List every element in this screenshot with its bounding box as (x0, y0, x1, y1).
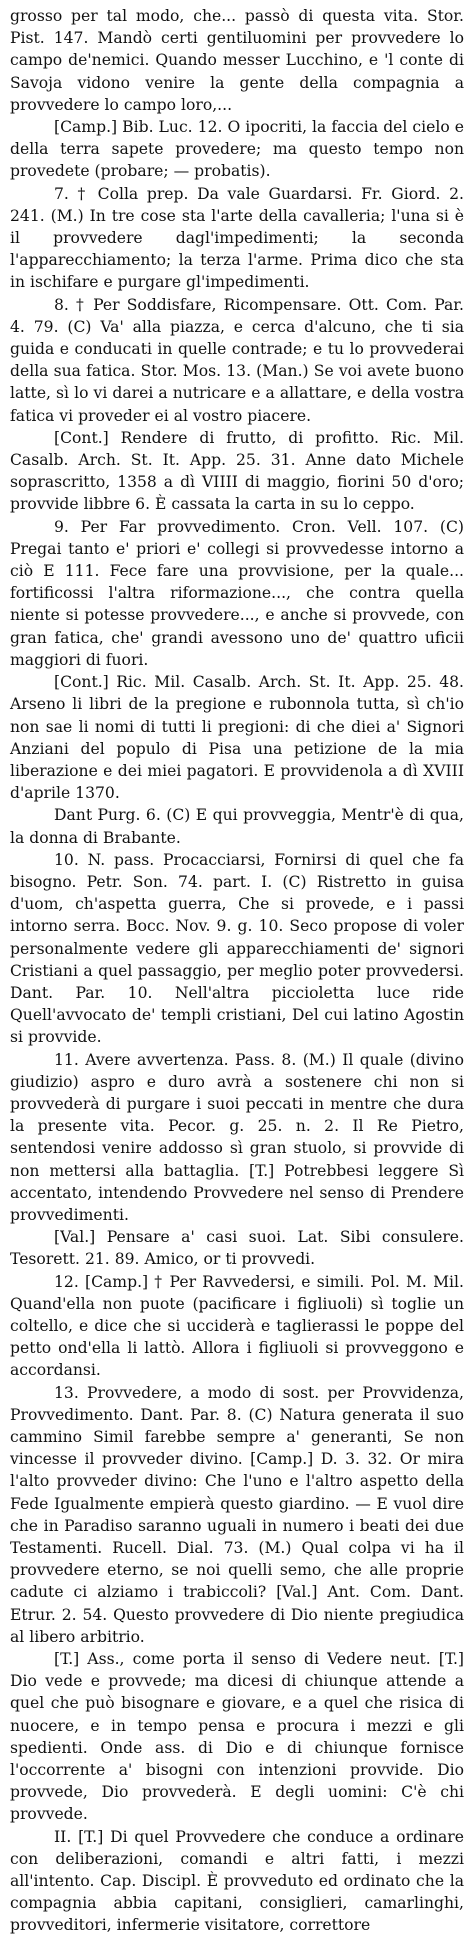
sense-13: 13. Provvedere, a modo di sost. per Provvidenza, Provvedimento. Dant. Par. 8. (C) Natura generata il suo cammino Simil farebbe sempre a' generanti, Se non vincesse il provveder divino. [Camp.] D. 3. 32. Or mira l'alto provveder divino: Che l'uno e l'altro aspetto della Fede Igualmente empierà questo giardino. — E vuol dire che in Paradiso saranno uguali in numero i beati dei due Testamenti. Rucell. Dial. 73. (M.) Qual colpa vi ha il provvedere eterno, se noi quelli semo, che alle proprie cadute ci alziamo i trabiccoli? [Val.] Ant. Com. Dant. Etrur. 2. 54. Questo provvedere di Dio niente pregiudica al libero arbitrio. (10, 1383, 464, 1646)
sense-9: 9. Per Far provvedimento. Cron. Vell. 107. (C) Pregai tanto e' priori e' collegi si provvedesse intorno a ciò E 111. Fece fare una provvisione, per la quale... fortificossi l'altra riformazione..., che contra quella niente si potesse provvedere..., e anche si provvede, con gran fatica, che' grandi avessono uno de' quattro uficii maggiori di fuori. (10, 517, 464, 669)
sense-8: 8. † Per Soddisfare, Ricompensare. Ott. Com. Par. 4. 79. (C) Va' alla piazza, e cerca d'alcuno, che ti sia guida e conducati in quelle contrade; e tu lo provvederai della sua fatica. Stor. Mos. 13. (Man.) Se voi avete buono latte, sì lo vi darei a nutricare e a allattare, e della vostra fatica vi proveder ei al vostro piacere. (10, 295, 464, 425)
citation-ric-mil-31: [Cont.] Rendere di frutto, di profitto. Ric. Mil. Casalb. Arch. St. It. App. 25. 31. Anne dato Michele soprascritto, 1358 a dì VIIII di maggio, fiorini 50 d'oro; provvide libbre 6. È cassata la carta in su lo ceppo. (10, 428, 464, 514)
absolute-use: [T.] Ass., come porta il senso di Vedere neut. [T.] Dio vede e provvede; ma dicesi di chiunque attende a quel che può bisognare e giovare, e a quel che risica di nuocere, e in tempo pensa e procura i mezzi e gli spedienti. Onde ass. di Dio e di chiunque fornisce l'occorrente a' bisogni con intenzioni provvide. Dio provvede, Dio provvederà. E degli uomini: C'è chi provvede. (10, 1650, 464, 1824)
sense-11: 11. Avere avvertenza. Pass. 8. (M.) Il quale (divino giudizio) aspro e duro avrà a sostenere chi non si provvederà di purgare i suoi peccati in mentre che dura la presente vita. Pecor. g. 25. n. 2. Il Re Pietro, sentendosi venire addosso sì gran stuolo, si provvide di non mettersi alla battaglia. [T.] Potrebbesi leggere Sì accentato, intendendo Provvedere nel senso di Prendere provvedimenti. (10, 1050, 464, 1224)
citation-bib-luc: [Camp.] Bib. Luc. 12. O ipocriti, la faccia del cielo e della terra sapete provedere; ma questo tempo non provedete (probare; — probatis). (10, 118, 464, 181)
entry-continuation: grosso per tal modo, che... passò di questa vita. Stor. Pist. 147. Mandò certi gentiluomini per provvedere lo campo de'nemici. Quando messer Lucchino, e 'l conte di Savoja vidono venire la gente della compagnia a provvedere lo campo loro,... (10, 7, 464, 114)
sense-10: 10. N. pass. Procacciarsi, Fornirsi di quel che fa bisogno. Petr. Son. 74. part. I. (C) Ristretto in guisa d'uom, ch'aspetta guerra, Che si provede, e i passi intorno serra. Bocc. Nov. 9. g. 10. Seco propose di voler personalmente vedere gli apparecchiamenti de' signori Cristiani a quel passaggio, per meglio poter provvedersi. Dant. Par. 10. Nell'altra piccioletta luce ride Quell'avvocato de' templi cristiani, Del cui latino Agostin si provvide. (10, 850, 464, 1047)
sense-7: 7. † Colla prep. Da vale Guardarsi. Fr. Giord. 2. 241. (M.) In tre cose sta l'arte della cavalleria; l'una si è il provvedere dagl'impedimenti; la seconda l'apparecchiamento; la terza l'arme. Prima dico che sta in ischifare e purgare gl'impedimenti. (10, 184, 464, 292)
sense-12: 12. [Camp.] † Per Ravvedersi, e simili. Pol. M. Mil. Quand'ella non puote (pacificare i figliuoli) sì toglie un coltello, e dice che si ucciderà e taglierassi le poppe del petto ond'ella li lattò. Allora i figliuoli si provveggono e accordansi. (10, 1272, 464, 1380)
citation-ric-mil-48: [Cont.] Ric. Mil. Casalb. Arch. St. It. App. 25. 48. Arseno li libri de la pregione e rubonnola tutta, sì ch'io non sae li nomi di tutti li pregioni: di che diei a' Signori Anziani del populo di Pisa una petizione de la mia liberazione e dei miei pagatori. E provvidenola a dì XVIII d'aprile 1370. (10, 673, 464, 803)
sense-II: II. [T.] Di quel Provvedere che conduce a ordinare con deliberazioni, comandi e altri fatti, i mezzi all'intento. Cap. Discipl. È provveduto ed ordinato che la compagnia abbia capitani, consiglieri, camarlinghi, provveditori, infermerie visitatore, correttore (10, 1827, 464, 1935)
citation-tesorett: [Val.] Pensare a' casi suoi. Lat. Sibi consulere. Tesorett. 21. 89. Amico, or ti provvedi. (10, 1228, 464, 1269)
citation-dant-purg: Dant Purg. 6. (C) E qui provveggia, Mentr'è di qua, la donna di Brabante. (10, 806, 464, 847)
